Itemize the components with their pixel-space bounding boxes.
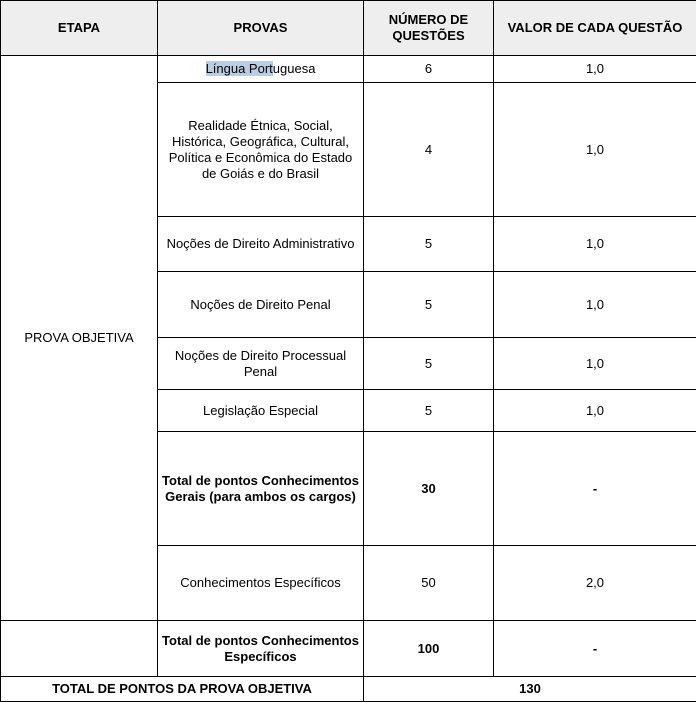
- valor-cell: -: [494, 432, 696, 546]
- valor-cell: 1,0: [494, 83, 696, 217]
- prova-cell: Total de pontos Conhecimentos Gerais (para ambos os cargos): [158, 432, 364, 546]
- numero-cell: 6: [364, 56, 494, 83]
- table-row: [1, 621, 696, 677]
- numero-cell: 5: [364, 272, 494, 338]
- valor-cell: -: [494, 621, 696, 677]
- numero-cell: 50: [364, 546, 494, 621]
- empty-cell: [1, 621, 158, 677]
- prova-cell: Conhecimentos Específicos: [158, 546, 364, 621]
- numero-cell: 4: [364, 83, 494, 217]
- header-valor: VALOR DE CADA QUESTÃO: [494, 1, 696, 56]
- prova-cell: Realidade Étnica, Social, Histórica, Geográfica, Cultural, Política e Econômica do Estado de Goiás e do Brasil: [158, 83, 364, 217]
- valor-cell: 1,0: [494, 56, 696, 83]
- numero-cell: 5: [364, 217, 494, 272]
- prova-cell: Legislação Especial: [158, 390, 364, 432]
- numero-cell: 5: [364, 338, 494, 390]
- header-numero: NÚMERO DE QUESTÕES: [364, 1, 494, 56]
- prova-cell: Noções de Direito Penal: [158, 272, 364, 338]
- numero-cell: 5: [364, 390, 494, 432]
- text-selection: Língua Port: [206, 61, 273, 76]
- table-row: [1, 56, 696, 83]
- numero-cell: 30: [364, 432, 494, 546]
- valor-cell: 1,0: [494, 217, 696, 272]
- header-etapa: ETAPA: [1, 1, 158, 56]
- prova-cell: Noções de Direito Administrativo: [158, 217, 364, 272]
- footer-value: 130: [364, 677, 696, 702]
- header-provas: PROVAS: [158, 1, 364, 56]
- valor-cell: 1,0: [494, 272, 696, 338]
- prova-cell: Noções de Direito Processual Penal: [158, 338, 364, 390]
- prova-cell: Total de pontos Conhecimentos Específicos: [158, 621, 364, 677]
- footer-label: TOTAL DE PONTOS DA PROVA OBJETIVA: [1, 677, 364, 702]
- prova-cell: Língua Portuguesa: [158, 56, 364, 83]
- valor-cell: 1,0: [494, 390, 696, 432]
- valor-cell: 1,0: [494, 338, 696, 390]
- etapa-cell: PROVA OBJETIVA: [1, 56, 158, 621]
- header-row: [1, 1, 696, 56]
- numero-cell: 100: [364, 621, 494, 677]
- footer-row: [1, 677, 696, 702]
- valor-cell: 2,0: [494, 546, 696, 621]
